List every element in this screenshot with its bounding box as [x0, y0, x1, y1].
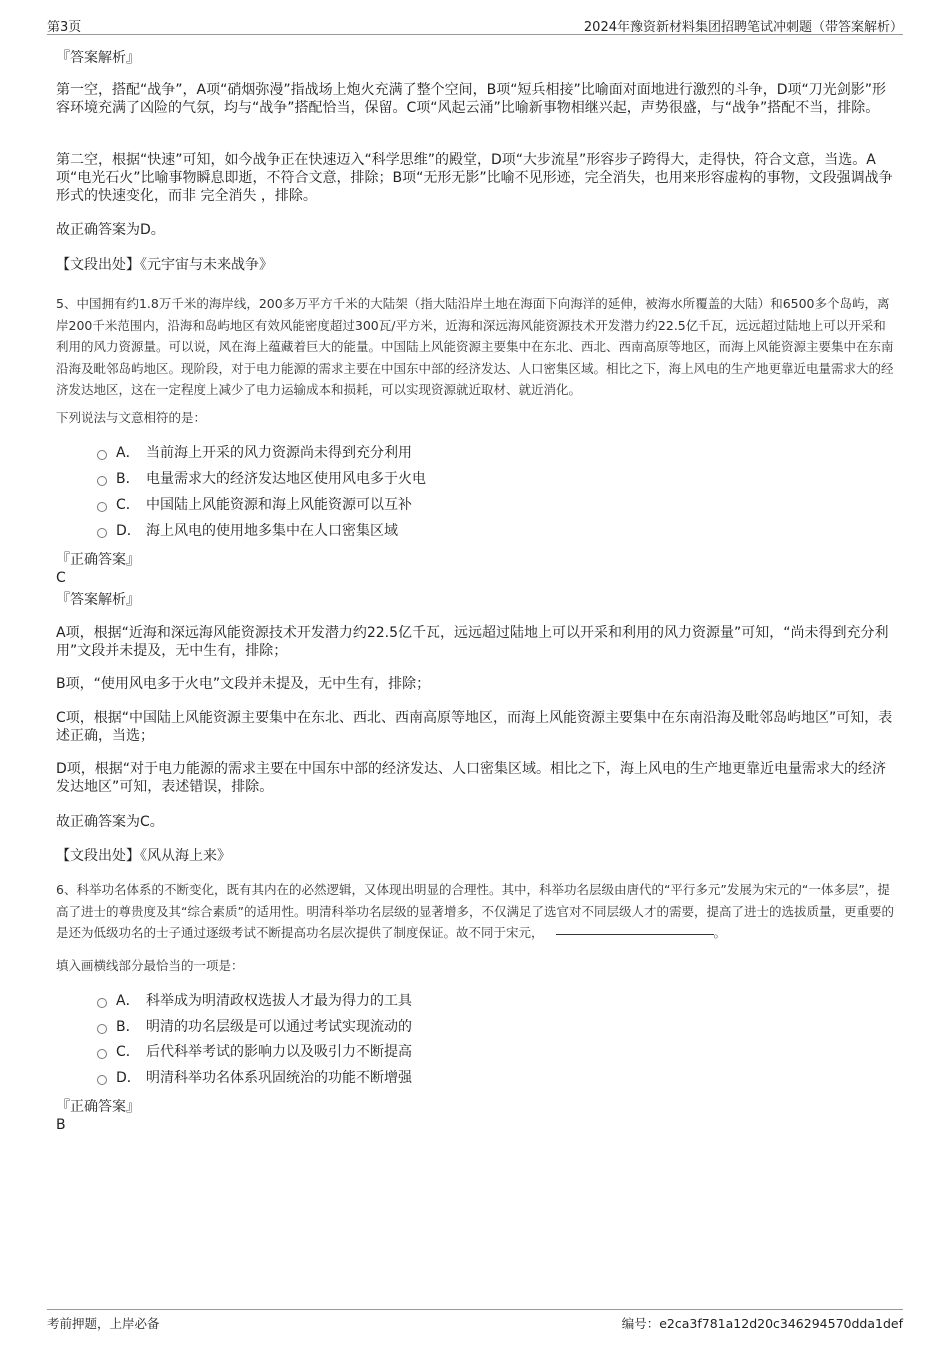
q5-source: 【文段出处】《风从海上来》 — [56, 848, 231, 864]
footer-code: 编号：e2ca3f781a12d20c346294570dda1def — [621, 1316, 903, 1331]
page-number: 第3页 — [47, 20, 82, 35]
radio-icon[interactable] — [97, 476, 107, 486]
q6-answer-label: 『正确答案』 — [56, 1099, 140, 1115]
radio-icon[interactable] — [97, 1049, 107, 1059]
q6-prompt: 填入画横线部分最恰当的一项是： — [56, 958, 244, 973]
q4-analysis-label: 『答案解析』 — [56, 50, 140, 66]
q5-option-b[interactable]: B． 电量需求大的经济发达地区使用风电多于火电 — [97, 469, 426, 489]
page-header — [47, 14, 903, 35]
q4-analysis-para2: 第二空，根据“快速”可知，如今战争正在快速迈入“科学思维”的殿堂，D项“大步流星”形容步子跨得大，走得快，符合文意，当选。A项“电光石火”比喻事物瞬息即逝，不符合文意，排除；B项“无形无影”比喻不见形迹，完全消失，也用来形容虚构的事物，文段强调战争形式的快速变化，而非 完全消失 ，排除。 — [56, 152, 893, 204]
radio-icon[interactable] — [97, 1024, 107, 1034]
q6-passage: 6、科举功名体系的不断变化，既有其内在的必然逻辑，又体现出明显的合理性。其中，科举功名层级由唐代的“平行多元”发展为宋元的“一体多层”，提高了进士的尊贵度及其“综合素质”的适用性。明清科举功名层级的显著增多，不仅满足了选官对不同层级人才的需要，提高了进士的选拔质量，更重要的是还为低级功名的士子通过逐级考试不断提高功名层次提供了制度保证。故不同于宋元， 。 — [56, 882, 894, 940]
q5-analysis-a: A项，根据“近海和深远海风能资源技术开发潜力约22.5亿千瓦，远远超过陆地上可以开采和利用的风力资源量”可知，“尚未得到充分利用”文段并未提及，无中生有，排除； — [56, 625, 889, 659]
q5-option-d[interactable]: D． 海上风电的使用地多集中在人口密集区域 — [97, 521, 398, 541]
radio-icon[interactable] — [97, 528, 107, 538]
radio-icon[interactable] — [97, 450, 107, 460]
q5-answer-label: 『正确答案』 — [56, 552, 140, 568]
q5-conclusion: 故正确答案为C。 — [56, 814, 164, 830]
q5-passage: 5、中国拥有约1.8万千米的海岸线，200多万平方千米的大陆架（指大陆沿岸土地在海面下向海洋的延伸，被海水所覆盖的大陆）和6500多个岛屿，离岸200千米范围内，沿海和岛屿地区有效风能密度超过300瓦/平方米，近海和深远海风能资源技术开发潜力约22.5亿千瓦，远远超过陆地上可以开采和利用的风力资源量。可以说，风在海上蕴藏着巨大的能量。中国陆上风能资源主要集中在东北、西北、西南高原等地区，而海上风能资源主要集中在东南沿海及毗邻岛屿地区。现阶段，对于电力能源的需求主要在中国东中部的经济发达、人口密集区域。相比之下，海上风电的生产地更靠近电量需求大的经济发达地区，这在一定程度上减少了电力运输成本和损耗，可以实现资源就近取材、就近消化。 — [56, 296, 894, 397]
q5-analysis-label: 『答案解析』 — [56, 592, 140, 608]
q5-prompt: 下列说法与文意相符的是： — [56, 410, 207, 425]
q6-option-a[interactable]: A． 科举成为明清政权选拔人才最为得力的工具 — [97, 991, 412, 1011]
q6-option-d[interactable]: D． 明清科举功名体系巩固统治的功能不断增强 — [97, 1068, 412, 1088]
q5-analysis-b: B项，“使用风电多于火电”文段并未提及，无中生有，排除； — [56, 676, 431, 692]
q4-source: 【文段出处】《元宇宙与未来战争》 — [56, 257, 273, 273]
q5-option-a[interactable]: A． 当前海上开采的风力资源尚未得到充分利用 — [97, 443, 412, 463]
q5-answer: C — [56, 570, 66, 586]
radio-icon[interactable] — [97, 502, 107, 512]
q6-answer: B — [56, 1117, 66, 1133]
q5-analysis-d: D项，根据“对于电力能源的需求主要在中国东中部的经济发达、人口密集区域。相比之下，海上风电的生产地更靠近电量需求大的经济发达地区”可知，表述错误，排除。 — [56, 761, 887, 795]
q6-option-b[interactable]: B． 明清的功名层级是可以通过考试实现流动的 — [97, 1017, 412, 1037]
answer-blank — [556, 934, 714, 935]
q4-analysis-para1: 第一空，搭配“战争”，A项“硝烟弥漫”指战场上炮火充满了整个空间，B项“短兵相接”比喻面对面地进行激烈的斗争，D项“刀光剑影”形容环境充满了凶险的气氛，均与“战争”搭配恰当，保留。C项“风起云涌”比喻新事物相继兴起，声势很盛，与“战争”搭配不当，排除。 — [56, 82, 886, 116]
footer-slogan: 考前押题，上岸必备 — [47, 1316, 160, 1331]
q5-analysis-c: C项，根据“中国陆上风能资源主要集中在东北、西北、西南高原等地区，而海上风能资源主要集中在东南沿海及毗邻岛屿地区”可知，表述正确，当选； — [56, 710, 893, 744]
q6-option-c[interactable]: C． 后代科举考试的影响力以及吸引力不断提高 — [97, 1042, 412, 1062]
q5-option-c[interactable]: C． 中国陆上风能资源和海上风能资源可以互补 — [97, 495, 412, 515]
q4-conclusion: 故正确答案为D。 — [56, 222, 165, 238]
radio-icon[interactable] — [97, 1075, 107, 1085]
page-footer — [47, 1309, 903, 1330]
document-title: 2024年豫资新材料集团招聘笔试冲刺题（带答案解析） — [583, 20, 903, 35]
radio-icon[interactable] — [97, 998, 107, 1008]
